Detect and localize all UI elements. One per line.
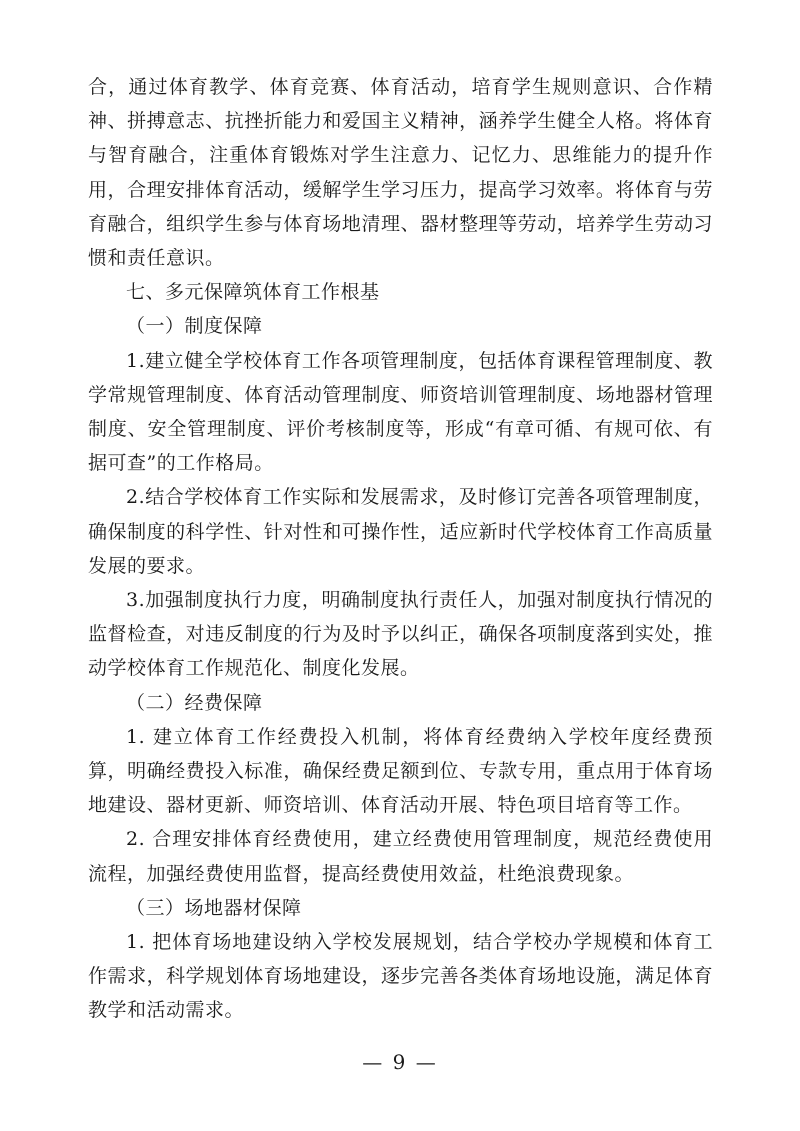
paragraph-funding-2: 2. 合理安排体育经费使用，建立经费使用管理制度，规范经费使用流程，加强经费使用监督，提高经费使用效益，杜绝浪费现象。 [88,828,713,885]
section-heading-7: 七、多元保障筑体育工作根基 [126,281,380,304]
page-number: — 9 — [362,1050,438,1074]
paragraph-system-3: 3.加强制度执行力度，明确制度执行责任人，加强对制度执行情况的监督检查，对违反制度的行为及时予以纠正，确保各项制度落到实处，推动学校体育工作规范化、制度化发展。 [88,589,713,680]
paragraph-system-1: 1.建立健全学校体育工作各项管理制度，包括体育课程管理制度、教学常规管理制度、体育活动管理制度、师资培训管理制度、场地器材管理制度、安全管理制度、评价考核制度等，形成“有章可循、有规可依、有据可查”的工作格局。 [88,349,713,475]
paragraph-system-2: 2.结合学校体育工作实际和发展需求，及时修订完善各项管理制度，确保制度的科学性、针对性和可操作性，适应新时代学校体育工作高质量发展的要求。 [88,486,713,577]
paragraph-funding-1: 1. 建立体育工作经费投入机制，将体育经费纳入学校年度经费预算，明确经费投入标准，确保经费足额到位、专款专用，重点用于体育场地建设、器材更新、师资培训、体育活动开展、特色项目培育等工作。 [88,725,713,817]
subsection-heading-funding: （二）经费保障 [126,691,263,714]
subsection-heading-facilities: （三）场地器材保障 [126,896,302,919]
paragraph-continuation: 合，通过体育教学、体育竞赛、体育活动，培育学生规则意识、合作精神、拼搏意志、抗挫折能力和爱国主义精神，涵养学生健全人格。将体育与智育融合，注重体育锻炼对学生注意力、记忆力、思维能力的提升作用，合理安排体育活动，缓解学生学习压力，提高学习效率。将体育与劳育融合，组织学生参与体育场地清理、器材整理等劳动，培养学生劳动习惯和责任意识。 [88,76,713,270]
subsection-heading-system: （一）制度保障 [126,315,263,338]
paragraph-facilities-1: 1. 把体育场地建设纳入学校发展规划，结合学校办学规模和体育工作需求，科学规划体育场地建设，逐步完善各类体育场地设施，满足体育教学和活动需求。 [88,931,713,1022]
document-page [88,70,713,1028]
